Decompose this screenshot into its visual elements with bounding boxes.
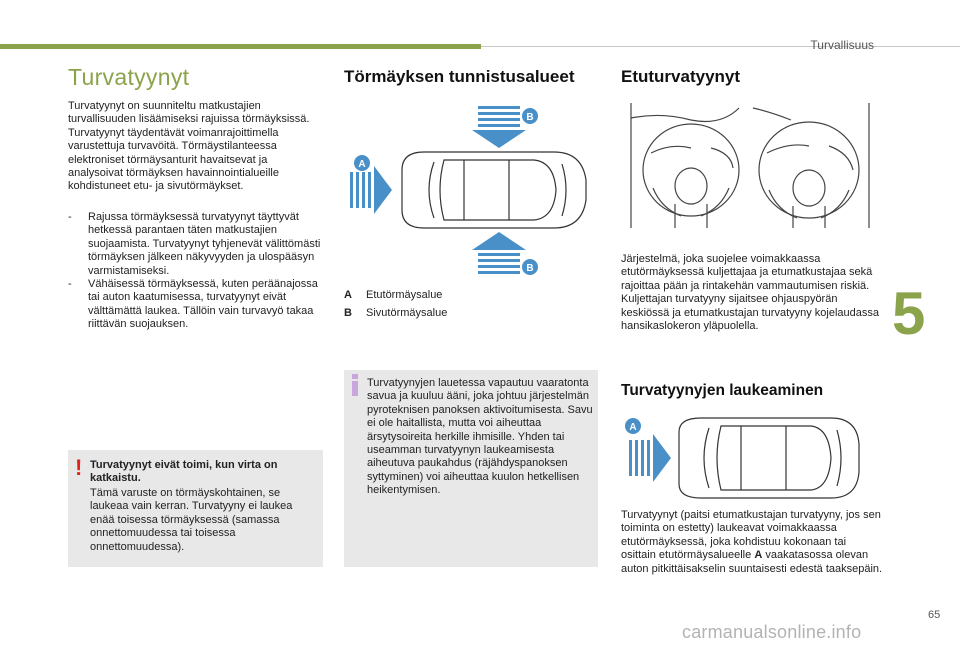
deployment-text: Turvatyynyt (paitsi etumatkustajan turvatyyny, jos sen toiminta on estetty) laukeavat voimakkaassa etutörmäyksessä, joka kohdistuu kokonaan tai osittain etutörmäysalueelle A vaakatasossa olevan auton pitkittäisakselin suuntaisesti edestä taaksepäin. <box>621 509 883 575</box>
front-airbags-description: Järjestelmä, joka suojelee voimakkaassa etutörmäyksessä kuljettajaa ja etumatkustajaa sekä rajoittaa pään ja rintakehän vammautumisen riskiä. Kuljettajan turvatyyny sijaitsee ohjauspyörän keskiössä ja etumatkustajan turvatyyny kojelaudassa hansikaslokeron yläpuolella. <box>621 253 880 333</box>
side-arrow-bottom <box>472 232 526 274</box>
heading-detection-zones: Törmäyksen tunnistusalueet <box>344 67 575 86</box>
heading-front-airbags: Etuturvatyynyt <box>621 67 741 86</box>
heading-deployment: Turvatyynyjen laukeaminen <box>621 382 824 399</box>
section-title: Turvallisuus <box>810 38 874 52</box>
legend-item-a: A Etutörmäysalue <box>344 289 443 301</box>
airbags-bullets <box>68 211 324 332</box>
airbag-illustration-passenger <box>753 103 869 228</box>
legend-item-b: B Sivutörmäysalue <box>344 307 448 319</box>
svg-text:B: B <box>526 263 534 274</box>
warning-title: Turvatyynyt eivät toimi, kun virta on katkaistu. <box>90 459 278 485</box>
header-rule <box>481 46 960 47</box>
bullet-item: - Rajussa törmäyksessä turvatyynyt täyttyvät hetkessä parantaen täten matkustajien suojaamista. Turvatyynyt tyhjenevät välittömästi törmäyksen jälkeen näkyvyyden ja ulospääsyn varmistamiseksi. <box>68 211 321 277</box>
info-icon <box>352 374 358 396</box>
bullet-item: - Vähäisessä törmäyksessä, kuten peräänajossa tai auton kaatumisessa, turvatyynyt eivät välttämättä laukea. Tällöin vain turvavyö takaa riittävän suojauksen. <box>68 278 318 331</box>
svg-text:A: A <box>358 159 366 170</box>
warning-icon: ! <box>75 455 83 480</box>
chapter-number: 5 <box>892 280 926 347</box>
car-top-view <box>402 152 586 228</box>
front-airbags-illustration <box>621 98 883 233</box>
info-text: Turvatyynyjen lauetessa vapautuu vaaratonta savua ja kuuluu ääni, joka johtuu järjestelmän pyroteknisen panoksen aktivoitumisesta. Savu ei ole haitallista, mutta voi aiheuttaa ärsytysoireita herkille ihmisille. Yhden tai useamman turvatyynyn laukeamisesta aiheutuva paukahdus (räjähdyspanoksen syttyminen) voi aiheuttaa kuulon hetkellisen heikentymisen. <box>367 377 593 497</box>
header-accent-bar <box>0 44 481 49</box>
watermark: carmanualsonline.info <box>682 622 862 642</box>
car-top-view <box>679 418 859 498</box>
front-arrow <box>629 434 671 482</box>
detection-zones-diagram <box>344 100 600 280</box>
airbags-intro: Turvatyynyt on suunniteltu matkustajien turvallisuuden lisäämiseksi rajuissa törmäyksissä. Turvatyynyt täydentävät voimanrajoittimella varustettuja turvavöitä. Törmäystilanteessa elektroniset törmäysanturit havaitsevat ja analysoivat törmäyksen havainnointialueille kohdistuneet etu- ja sivutörmäykset. <box>68 100 310 193</box>
deployment-diagram <box>621 414 883 504</box>
warning-text: Tämä varuste on törmäyskohtainen, se laukeaa vain kerran. Turvatyyny ei laukea enää toisessa törmäyksessä (samassa onnettomuudessa tai toisessa onnettomuudessa). <box>90 487 293 553</box>
side-arrow-top <box>472 106 526 148</box>
airbag-illustration-driver <box>631 103 739 228</box>
svg-text:B: B <box>526 112 534 123</box>
heading-airbags: Turvatyynyt <box>68 64 190 90</box>
front-arrow <box>350 166 392 214</box>
page-number: 65 <box>928 609 941 621</box>
svg-text:A: A <box>629 422 637 433</box>
